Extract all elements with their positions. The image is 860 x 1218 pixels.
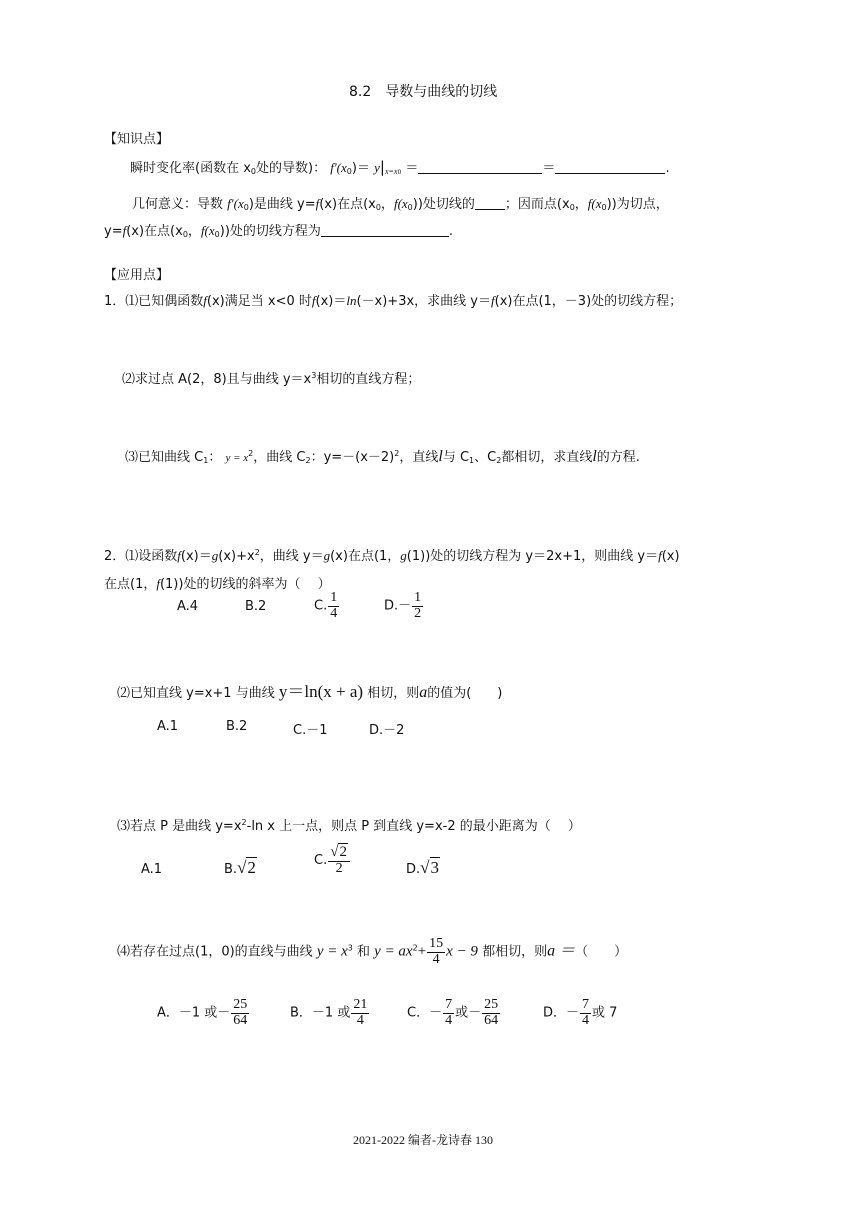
- text: B.: [224, 862, 238, 877]
- geometric-meaning-line2: [104, 220, 453, 239]
- q2-2-option-a[interactable]: A.1: [157, 719, 179, 734]
- text: (－x)+3x，求曲线 y＝: [356, 294, 491, 309]
- sub: 1: [469, 456, 475, 465]
- text: 都相切，求直线: [501, 450, 593, 465]
- text: ⑷若存在过点(1，0)的直线与曲线: [117, 944, 313, 960]
- fraction: [231, 998, 249, 1028]
- text: C．－: [407, 1005, 443, 1021]
- text: ⑶已知曲线 C: [125, 450, 204, 465]
- blank-1[interactable]: [418, 160, 542, 174]
- text: ⑵已知直线 y=x+1 与曲线: [117, 686, 275, 701]
- question-1-3: [125, 446, 640, 466]
- text: (x)＝: [315, 294, 347, 309]
- num: 15: [429, 936, 444, 951]
- math: f: [177, 548, 181, 563]
- sqrt: √3: [420, 858, 439, 877]
- text: (1))处的切线的斜率为（ ）: [159, 577, 331, 592]
- q2-2-option-b[interactable]: B.2: [226, 719, 248, 734]
- math: f(x: [393, 196, 408, 211]
- text: C.: [314, 598, 328, 614]
- text: ：y=－(x－2): [310, 450, 395, 465]
- text: 或－: [455, 1005, 482, 1021]
- sub: 0: [601, 203, 607, 212]
- text: (1))处的切线方程为 y＝2x+1，则曲线 y＝: [406, 549, 659, 564]
- math: y＝: [278, 682, 305, 701]
- text: ⑶若点 P 是曲线 y=x: [117, 819, 242, 834]
- text: ，: [187, 224, 201, 239]
- fraction: [328, 591, 339, 621]
- math: ln(x + a): [304, 682, 364, 701]
- math: l: [438, 448, 443, 465]
- q2-2-option-c[interactable]: C.－1: [293, 723, 328, 738]
- fraction: [482, 998, 500, 1028]
- text: (x)满足当 x<0 时: [206, 294, 312, 309]
- sub: 2: [496, 456, 502, 465]
- text: (x)在点(x: [319, 197, 376, 212]
- num: 1: [330, 590, 338, 605]
- text: ，直线: [399, 450, 439, 465]
- page-footer: 2021-2022 编者-龙诗春 130: [353, 1133, 493, 1147]
- blank-3[interactable]: [475, 196, 505, 210]
- math: f: [658, 548, 662, 563]
- sub: 0: [243, 203, 249, 212]
- text: ＝: [542, 161, 556, 176]
- den: 4: [330, 605, 338, 621]
- sup: 2: [394, 449, 400, 458]
- math: y = x: [316, 943, 348, 960]
- math: +: [417, 943, 427, 960]
- q2-3-option-c[interactable]: [314, 845, 351, 876]
- text: -ln x 上一点，则点 P 到直线 y=x-2 的最小距离为（ ）: [246, 819, 581, 834]
- text: 2．⑴设函数: [104, 549, 178, 564]
- text: ，: [380, 197, 394, 212]
- text: ⑵求过点 A(2，8)且与曲线 y＝x: [122, 372, 312, 387]
- math: l: [592, 448, 597, 465]
- radicand: 2: [339, 844, 347, 860]
- math: f: [311, 293, 316, 308]
- sub: x=x: [384, 167, 398, 176]
- text: .: [665, 161, 670, 176]
- den: 4: [582, 1012, 590, 1028]
- q2-4-option-b[interactable]: [290, 998, 370, 1028]
- math: ln: [346, 293, 357, 308]
- text: 在点(1，: [104, 577, 157, 592]
- math: f: [315, 196, 320, 211]
- num: √2: [328, 845, 350, 862]
- q2-1-option-c[interactable]: [314, 591, 340, 621]
- text: ＝: [405, 161, 419, 176]
- q2-4-option-c[interactable]: [407, 998, 501, 1028]
- fraction: [443, 998, 454, 1028]
- math: g: [323, 548, 331, 563]
- den: 2: [414, 605, 422, 621]
- text: A．－1 或－: [157, 1005, 231, 1021]
- text: 处的导数)：: [256, 161, 327, 176]
- question-2-4: [117, 937, 627, 967]
- blank-2[interactable]: [555, 160, 665, 174]
- text: y=: [104, 224, 123, 239]
- math: f′(x: [227, 196, 244, 211]
- text: D.－: [384, 598, 412, 614]
- section-heading-knowledge: 【知识点】: [104, 132, 170, 147]
- sup: 2: [412, 943, 418, 953]
- text: D.: [406, 862, 421, 877]
- question-2-2: [117, 677, 502, 702]
- math: f: [122, 223, 127, 238]
- num: 1: [414, 590, 422, 605]
- sub: 0: [214, 230, 220, 239]
- text: 和: [357, 944, 371, 960]
- sub: 0: [397, 169, 402, 176]
- sup: 3: [311, 371, 317, 380]
- math: a: [419, 684, 428, 701]
- question-2-1-line2: [104, 573, 331, 592]
- sup: 3: [347, 943, 353, 953]
- text: (x)在点(1，: [330, 549, 401, 564]
- text: ，曲线 y＝: [259, 549, 324, 564]
- text: 相切，则: [367, 686, 420, 701]
- instant-rate-line: 瞬时变化率(函数在 $x_0$处的导数)： $f'(x_0)= y|_{x=x0}$ ＝ ＝ .: [130, 158, 670, 176]
- text: 瞬时变化率(函数在 x: [130, 161, 251, 176]
- den: 4: [356, 1012, 364, 1028]
- text: ))处的切线方程为: [219, 224, 321, 239]
- math: y = x: [225, 452, 249, 464]
- math: f(x: [587, 196, 602, 211]
- q2-1-option-d[interactable]: [384, 591, 424, 621]
- text: 的方程.: [596, 450, 640, 465]
- text: ：: [208, 450, 222, 465]
- geometric-meaning-line1: 几何意义：导数 $f'(x_0)$是曲线 y=f(x)在点($x_0$，$f(x_0)$)处切线的 ；因而点($x_0$，$f(x_0)$)为切点，: [132, 196, 669, 212]
- question-1-1: [104, 290, 682, 309]
- math: y: [374, 160, 380, 175]
- fraction: [351, 998, 369, 1028]
- section-heading-application: 【应用点】: [104, 268, 170, 283]
- text: 的值为( ): [427, 686, 503, 701]
- num: 25: [484, 997, 499, 1012]
- text: (x)在点(1，－3)处的切线方程；: [494, 294, 683, 309]
- text: B．－1 或: [290, 1005, 351, 1021]
- question-1-2: [122, 368, 420, 387]
- math: g: [400, 548, 407, 563]
- text: 、C: [474, 450, 497, 465]
- text: （ ）: [575, 944, 628, 960]
- den: 4: [432, 951, 440, 967]
- q2-1-option-b[interactable]: B.2: [245, 599, 267, 614]
- num: 7: [445, 997, 453, 1012]
- text: 与 C: [442, 450, 470, 465]
- math: x − 9: [446, 943, 478, 960]
- page-title: 8.2 导数与曲线的切线: [349, 84, 498, 100]
- math: a ＝: [547, 942, 576, 960]
- text: (x)＝: [180, 549, 212, 564]
- sup: 2: [254, 548, 260, 557]
- text: ，: [574, 197, 588, 212]
- sub: 0: [182, 230, 188, 239]
- q2-1-option-a[interactable]: A.4: [177, 599, 199, 614]
- math: f′(x: [330, 160, 347, 175]
- text: 是曲线 y=: [253, 197, 316, 212]
- blank-4[interactable]: [321, 223, 449, 237]
- math: f: [491, 293, 495, 308]
- text: .: [448, 224, 454, 239]
- sup: 2: [241, 818, 247, 827]
- text: ))处切线的: [412, 197, 475, 212]
- q2-4-option-d[interactable]: [543, 998, 617, 1028]
- q2-3-option-d[interactable]: [406, 858, 440, 878]
- sub: 0: [569, 203, 575, 212]
- q2-4-option-a[interactable]: [157, 998, 250, 1028]
- radicand: 2: [247, 858, 256, 877]
- den: 64: [233, 1012, 248, 1028]
- radicand: 3: [430, 858, 439, 877]
- q2-3-option-a[interactable]: A.1: [141, 862, 163, 877]
- num: 25: [233, 997, 248, 1012]
- text: 1．⑴已知偶函数: [104, 294, 204, 309]
- sub: 0: [375, 203, 381, 212]
- question-2-1-line1: [104, 545, 680, 564]
- q2-2-option-d[interactable]: D.－2: [369, 723, 405, 738]
- sub: 2: [305, 456, 311, 465]
- text: (x): [661, 549, 680, 564]
- den: 64: [484, 1012, 499, 1028]
- sub: 0: [250, 167, 256, 176]
- text: 都相切，则: [482, 944, 548, 960]
- math: y = ax: [374, 943, 413, 960]
- q2-3-option-b[interactable]: [224, 858, 257, 878]
- text: (x)在点(x: [126, 224, 183, 239]
- text: ，曲线 C: [253, 450, 306, 465]
- num: 7: [582, 997, 590, 1012]
- math: g: [211, 548, 219, 563]
- text: D．－: [543, 1005, 580, 1021]
- sub: 0: [346, 167, 352, 176]
- text: C.: [314, 853, 328, 869]
- text: 或 7: [592, 1005, 618, 1021]
- fraction: [412, 591, 423, 621]
- text: (x)+x: [218, 549, 255, 564]
- sup: 2: [248, 449, 254, 458]
- den: 2: [335, 860, 343, 876]
- text: 几何意义：导数: [132, 197, 224, 212]
- sqrt: √2: [237, 858, 256, 877]
- den: 4: [445, 1012, 453, 1028]
- fraction: [580, 998, 591, 1028]
- math: f: [203, 293, 207, 308]
- text: ；因而点(x: [504, 197, 570, 212]
- math: f: [156, 576, 160, 591]
- num: 21: [353, 997, 368, 1012]
- math: f(x: [200, 223, 215, 238]
- sub: 0: [407, 203, 413, 212]
- question-2-3: [117, 815, 581, 834]
- sub: 1: [203, 456, 209, 465]
- text: )＝: [351, 161, 370, 176]
- text: ))为切点，: [606, 197, 669, 212]
- text: 相切的直线方程；: [316, 372, 421, 387]
- fraction: [328, 845, 350, 876]
- fraction: [427, 937, 445, 967]
